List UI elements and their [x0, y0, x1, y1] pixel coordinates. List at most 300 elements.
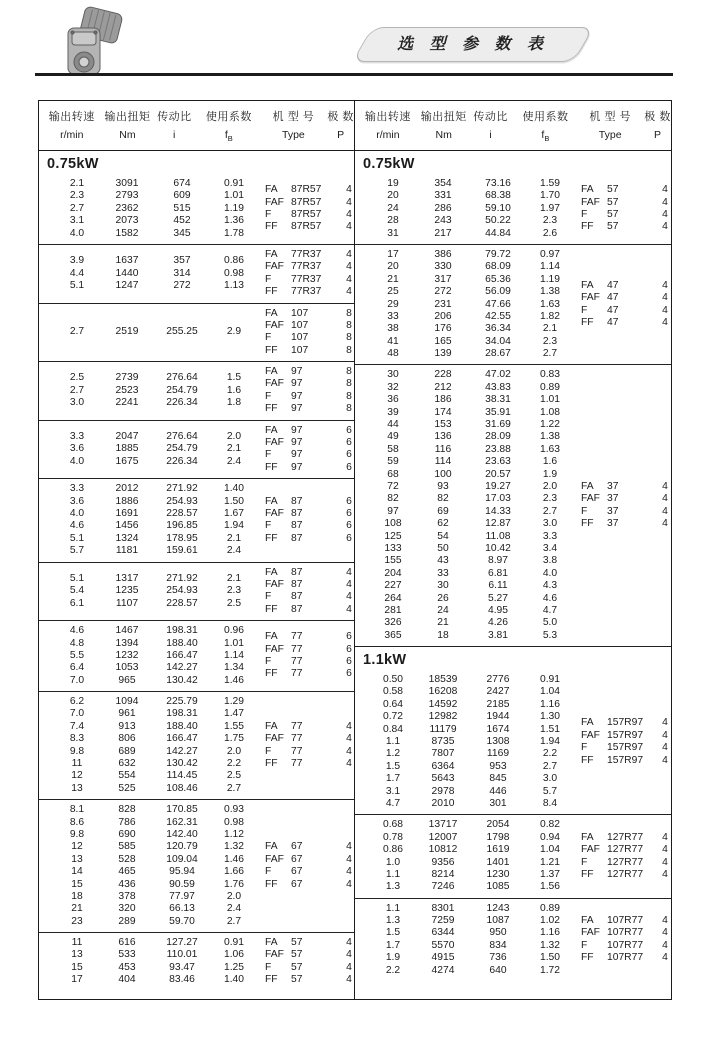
ratio-cell: 953 [489, 760, 507, 772]
factor-cell: 2.7 [542, 505, 558, 517]
speed-cell: 4.6 [69, 625, 85, 637]
model-prefix: FAF [581, 729, 600, 741]
speed-cell: 33 [387, 310, 399, 322]
ratio-cell: 196.85 [166, 520, 198, 532]
ratio-cell: 28.67 [485, 348, 511, 360]
col-type-unit: Type [282, 128, 305, 141]
table-row [355, 493, 573, 505]
type-row [265, 668, 357, 680]
poles-count: 6 [346, 643, 352, 655]
torque-cell: 12982 [428, 711, 458, 723]
ratio-block [39, 244, 354, 303]
model-prefix: F [581, 208, 588, 220]
data-rows [39, 937, 257, 987]
ratio-cell: 5.27 [487, 592, 509, 604]
torque-cell: 1235 [115, 585, 139, 597]
model-size: 157R97 [607, 754, 644, 766]
poles-count: 4 [346, 878, 352, 890]
poles-count: 4 [346, 866, 352, 878]
ratio-cell: 166.47 [166, 733, 198, 745]
table-row [39, 545, 257, 557]
ratio-block [355, 174, 671, 244]
poles-count: 4 [662, 868, 668, 880]
ratio-cell: 834 [489, 939, 507, 951]
torque-cell: 1394 [115, 637, 139, 649]
table-row [39, 721, 257, 733]
type-group [581, 184, 673, 234]
model-size: 57 [607, 196, 619, 208]
type-group [581, 481, 673, 531]
factor-cell: 1.8 [226, 397, 242, 409]
model-size: 37 [607, 518, 619, 530]
ratio-cell: 515 [173, 202, 191, 214]
ratio-cell: 31.69 [485, 419, 511, 431]
model-prefix: FA [265, 248, 278, 260]
table-row [355, 699, 573, 711]
factor-cell: 2.4 [226, 903, 242, 915]
table-row [39, 190, 257, 202]
factor-cell: 2.7 [542, 760, 558, 772]
data-rows [355, 903, 573, 977]
table-row [39, 974, 257, 986]
speed-cell: 11 [71, 758, 83, 770]
col-factor-unit [515, 129, 577, 143]
ratio-block [39, 799, 354, 932]
torque-cell: 331 [434, 190, 452, 202]
poles-count: 4 [662, 208, 668, 220]
table-row [355, 761, 573, 773]
ratio-cell: 254.79 [166, 443, 198, 455]
table-row [355, 568, 573, 580]
table-row [355, 456, 573, 468]
ratio-block [39, 361, 354, 420]
type-row [581, 869, 673, 881]
table-row [355, 940, 573, 952]
torque-cell: 212 [434, 381, 452, 393]
table-row [355, 686, 573, 698]
data-rows [39, 431, 257, 468]
torque-cell: 378 [118, 890, 136, 902]
poles-count: 6 [346, 656, 352, 668]
torque-cell: 6364 [431, 760, 455, 772]
torque-cell: 1675 [115, 455, 139, 467]
ratio-cell: 23.88 [485, 443, 511, 455]
factor-cell: 2.7 [226, 915, 242, 927]
model-size: 87R57 [291, 184, 322, 196]
torque-cell: 533 [118, 949, 136, 961]
factor-cell: 1.01 [223, 190, 245, 202]
speed-cell: 0.84 [382, 723, 404, 735]
factor-cell: 1.30 [539, 711, 561, 723]
poles-count: 4 [346, 566, 352, 578]
ratio-block [39, 562, 354, 621]
model-size: 107R77 [607, 915, 644, 927]
factor-cell: 1.32 [223, 841, 245, 853]
torque-cell: 1107 [115, 597, 139, 609]
model-prefix: FAF [581, 927, 600, 939]
model-size: 67 [291, 841, 303, 853]
speed-cell: 24 [387, 202, 399, 214]
torque-cell: 174 [434, 406, 452, 418]
ratio-cell: 845 [489, 773, 507, 785]
type-row [265, 366, 357, 378]
poles-count: 4 [346, 273, 352, 285]
torque-cell: 913 [118, 720, 136, 732]
ratio-cell: 17.03 [485, 493, 511, 505]
poles-count: 6 [346, 424, 352, 436]
power-section [355, 646, 671, 981]
table-row [39, 178, 257, 190]
model-size: 37 [607, 505, 619, 517]
col-type-unit: Type [598, 128, 622, 141]
table-row [355, 674, 573, 686]
col-poles-unit: P [337, 128, 345, 141]
col-speed-label: 输出转速 [48, 110, 95, 123]
poles-count: 4 [346, 961, 352, 973]
table-row [39, 268, 257, 280]
torque-cell: 1053 [115, 662, 139, 674]
torque-cell: 961 [118, 708, 136, 720]
ratio-cell: 114.45 [166, 770, 198, 782]
factor-cell: 1.47 [223, 708, 245, 720]
factor-cell: 2.0 [226, 890, 242, 902]
model-size: 77R37 [291, 248, 322, 260]
ratio-block [355, 898, 671, 981]
model-prefix: FAF [265, 853, 284, 865]
poles-count: 8 [346, 378, 352, 390]
torque-cell: 585 [118, 841, 136, 853]
factor-cell: 1.9 [542, 468, 558, 480]
table-row [355, 881, 573, 893]
model-prefix: FA [265, 720, 278, 732]
data-rows [355, 178, 573, 240]
type-row [265, 184, 357, 196]
torque-cell: 786 [118, 816, 136, 828]
model-prefix: FAF [265, 643, 284, 655]
poles-count: 6 [346, 495, 352, 507]
poles-count: 6 [346, 532, 352, 544]
poles-count: 4 [662, 717, 668, 729]
speed-cell: 13 [71, 949, 83, 961]
table-row [39, 255, 257, 267]
speed-cell: 2.2 [385, 964, 401, 976]
factor-cell: 1.02 [539, 915, 561, 927]
factor-cell: 1.76 [223, 878, 245, 890]
speed-cell: 0.86 [382, 844, 404, 856]
ratio-cell: 159.61 [166, 545, 198, 557]
type-row [265, 879, 357, 891]
torque-cell: 14592 [428, 698, 458, 710]
page-title: 选 型 参 数 表 [397, 36, 549, 53]
model-prefix: FF [265, 878, 278, 890]
factor-cell: 2.1 [226, 572, 242, 584]
torque-cell: 2010 [431, 797, 455, 809]
torque-cell: 1440 [115, 267, 139, 279]
ratio-block [39, 174, 354, 244]
table-row [355, 299, 573, 311]
col-poles-label: 极 数 [327, 110, 354, 123]
model-size: 57 [291, 937, 303, 949]
factor-cell: 0.98 [223, 816, 245, 828]
poles-count: 6 [346, 668, 352, 680]
speed-cell: 4.7 [385, 797, 401, 809]
poles-count: 4 [346, 248, 352, 260]
speed-cell: 12 [71, 770, 83, 782]
factor-cell: 1.78 [223, 227, 245, 239]
ratio-cell: 2054 [486, 819, 510, 831]
factor-cell: 1.37 [539, 868, 561, 880]
torque-cell: 1582 [115, 227, 139, 239]
model-prefix: FAF [265, 319, 284, 331]
poles-count: 4 [346, 261, 352, 273]
factor-cell: 1.36 [223, 215, 245, 227]
torque-cell: 9356 [431, 856, 455, 868]
torque-cell: 4915 [431, 952, 455, 964]
model-size: 107 [291, 319, 309, 331]
type-group [265, 249, 357, 299]
speed-cell: 13 [71, 853, 83, 865]
factor-cell: 1.75 [223, 733, 245, 745]
ratio-cell: 142.27 [166, 745, 198, 757]
model-size: 47 [607, 292, 619, 304]
table-row [355, 798, 573, 810]
model-prefix: FF [265, 286, 278, 298]
model-size: 57 [607, 208, 619, 220]
model-prefix: FF [265, 403, 278, 415]
ratio-cell: 345 [173, 227, 191, 239]
ratio-cell: 226.34 [166, 397, 198, 409]
data-rows [355, 249, 573, 361]
model-prefix: FAF [265, 378, 284, 390]
power-section [355, 151, 671, 646]
speed-cell: 82 [387, 493, 399, 505]
type-row [265, 209, 357, 221]
data-rows [39, 483, 257, 557]
factor-cell: 1.19 [223, 202, 245, 214]
table-row [355, 819, 573, 831]
table-row [355, 469, 573, 481]
type-group [265, 631, 357, 681]
torque-cell: 965 [118, 674, 136, 686]
factor-unit-sub: B [544, 134, 550, 144]
factor-cell: 2.7 [542, 348, 558, 360]
ratio-cell: 47.66 [485, 298, 511, 310]
type-row [581, 927, 673, 939]
col-torque-label: 输出扭矩 [104, 110, 151, 123]
type-row [581, 952, 673, 964]
factor-cell: 1.6 [226, 384, 242, 396]
type-row [265, 197, 357, 209]
factor-cell: 2.0 [226, 745, 242, 757]
poles-count: 8 [346, 307, 352, 319]
type-row [265, 403, 357, 415]
torque-cell: 8735 [431, 736, 455, 748]
col-ratio-label: 传动比 [473, 110, 508, 123]
model-size: 87R57 [291, 208, 322, 220]
type-group [265, 567, 357, 617]
table-row [355, 407, 573, 419]
header-labels-row [39, 108, 354, 124]
speed-cell: 8.3 [69, 733, 85, 745]
torque-cell: 93 [437, 480, 449, 492]
torque-cell: 2978 [431, 785, 455, 797]
model-prefix: FF [265, 668, 278, 680]
model-size: 67 [291, 853, 303, 865]
model-prefix: F [265, 961, 272, 973]
speed-cell: 0.72 [382, 711, 404, 723]
table-row [355, 506, 573, 518]
model-size: 97 [291, 390, 303, 402]
model-size: 107 [291, 307, 309, 319]
torque-cell: 386 [434, 248, 452, 260]
ratio-block [39, 478, 354, 561]
torque-cell: 436 [118, 878, 136, 890]
poles-count: 6 [346, 631, 352, 643]
ratio-cell: 2185 [486, 698, 510, 710]
type-row [581, 844, 673, 856]
table-row [355, 832, 573, 844]
ratio-cell: 44.84 [485, 227, 511, 239]
model-prefix: FF [265, 603, 278, 615]
speed-cell: 1.3 [385, 881, 401, 893]
model-size: 77 [291, 733, 303, 745]
speed-cell: 17 [387, 248, 399, 260]
speed-cell: 3.1 [69, 215, 85, 227]
speed-cell: 0.78 [382, 831, 404, 843]
factor-cell: 1.55 [223, 720, 245, 732]
poles-count: 4 [662, 304, 668, 316]
torque-cell: 217 [434, 227, 452, 239]
type-row [265, 496, 357, 508]
ratio-cell: 1169 [486, 748, 510, 760]
factor-cell: 1.66 [223, 866, 245, 878]
torque-cell: 554 [118, 770, 136, 782]
model-prefix: F [581, 939, 588, 951]
factor-cell: 1.01 [539, 394, 561, 406]
factor-unit-main: f [541, 128, 545, 141]
ratio-cell: 674 [173, 178, 191, 189]
torque-cell: 2362 [115, 202, 139, 214]
speed-cell: 41 [387, 335, 399, 347]
torque-cell: 33 [437, 567, 449, 579]
model-prefix: FA [265, 937, 278, 949]
torque-cell: 2047 [115, 430, 139, 442]
table-row [355, 903, 573, 915]
left-column-header [39, 101, 354, 151]
table-row [355, 580, 573, 592]
poles-count: 4 [346, 937, 352, 949]
factor-cell: 1.14 [223, 649, 245, 661]
speed-cell: 1.9 [385, 952, 401, 964]
ratio-cell: 12.87 [485, 518, 511, 530]
type-group [265, 308, 357, 358]
type-group [265, 721, 357, 771]
model-prefix: FF [581, 952, 594, 964]
type-row [265, 425, 357, 437]
torque-cell: 1247 [115, 279, 139, 291]
type-row [581, 857, 673, 869]
speed-cell: 17 [71, 974, 83, 986]
ratio-cell: 1798 [486, 831, 510, 843]
factor-cell: 2.2 [226, 758, 242, 770]
factor-cell: 1.29 [223, 696, 245, 708]
type-row [265, 644, 357, 656]
table-row [355, 203, 573, 215]
type-row [265, 733, 357, 745]
factor-cell: 2.3 [226, 585, 242, 597]
model-size: 87R57 [291, 221, 322, 233]
type-row [581, 481, 673, 493]
type-row [581, 742, 673, 754]
data-rows [39, 372, 257, 409]
ratio-cell: 90.59 [169, 878, 195, 890]
torque-cell: 8214 [431, 868, 455, 880]
model-size: 77R37 [291, 261, 322, 273]
ratio-block [355, 814, 671, 897]
model-prefix: F [265, 390, 272, 402]
torque-cell: 153 [434, 419, 452, 431]
ratio-cell: 254.79 [166, 384, 198, 396]
table-row [39, 675, 257, 687]
torque-cell: 3091 [115, 178, 139, 189]
ratio-cell: 66.13 [169, 903, 195, 915]
table-row [39, 443, 257, 455]
ratio-cell: 142.40 [166, 828, 198, 840]
type-group [265, 937, 357, 987]
speed-cell: 6.2 [69, 696, 85, 708]
ratio-block [39, 691, 354, 799]
factor-cell: 2.0 [542, 480, 558, 492]
ratio-cell: 109.04 [166, 853, 198, 865]
torque-cell: 7246 [431, 881, 455, 893]
table-row [39, 916, 257, 928]
type-row [265, 274, 357, 286]
type-row [581, 717, 673, 729]
poles-count: 6 [346, 449, 352, 461]
model-prefix: FF [581, 317, 594, 329]
factor-cell: 3.8 [542, 555, 558, 567]
ratio-cell: 42.55 [485, 310, 511, 322]
torque-cell: 18 [437, 629, 449, 641]
table-row [39, 385, 257, 397]
torque-cell: 26 [437, 592, 449, 604]
factor-cell: 4.6 [542, 592, 558, 604]
poles-count: 4 [662, 292, 668, 304]
factor-cell: 1.6 [542, 456, 558, 468]
torque-cell: 1691 [115, 507, 139, 519]
col-type-label: 机 型 号 [589, 110, 632, 123]
table-row [355, 323, 573, 335]
speed-cell: 5.7 [69, 545, 85, 557]
ratio-cell: 1085 [486, 881, 510, 893]
col-speed-unit: r/min [376, 128, 400, 141]
ratio-block [39, 420, 354, 479]
speed-cell: 38 [387, 323, 399, 335]
model-size: 87 [291, 520, 303, 532]
ratio-cell: 4.26 [487, 617, 509, 629]
factor-cell: 2.4 [226, 455, 242, 467]
factor-cell: 2.1 [542, 323, 558, 335]
type-group [265, 496, 357, 546]
type-row [265, 462, 357, 474]
model-prefix: F [265, 332, 272, 344]
col-ratio-label: 传动比 [157, 110, 192, 123]
speed-cell: 4.6 [69, 520, 85, 532]
torque-cell: 330 [434, 261, 452, 273]
factor-cell: 1.16 [539, 698, 561, 710]
model-prefix: FAF [265, 196, 284, 208]
type-row [265, 841, 357, 853]
